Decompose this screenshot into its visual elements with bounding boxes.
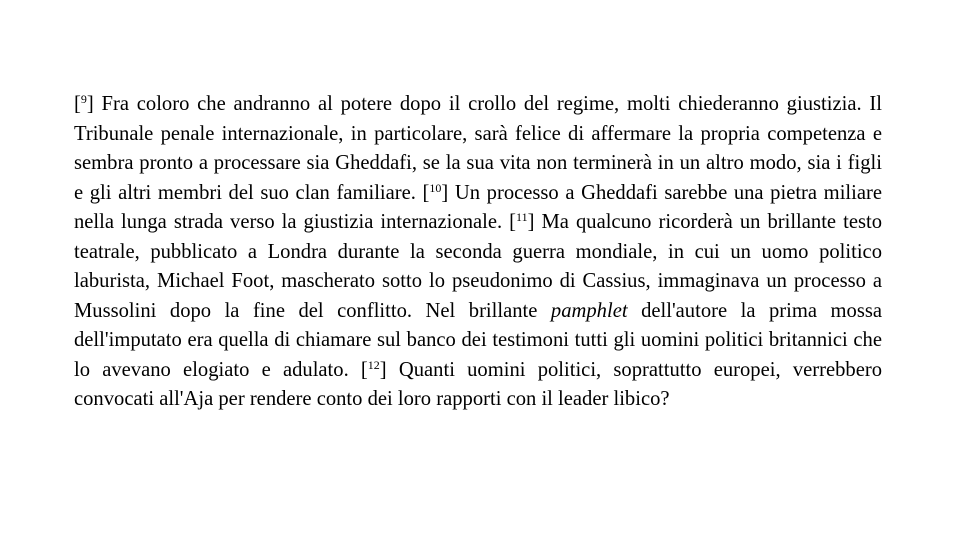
body-paragraph: [74, 90, 882, 415]
footnote-ref-10: 10: [429, 180, 442, 195]
paragraph-text-1: ] Fra coloro che andranno al potere dopo il crollo del regime, molti chiederanno giustizia. Il Tribunale penale internazionale, in particolare, sarà felice di affermare la propria competenza e sembra pronto a processare sia Gheddafi, se la sua vita non terminerà in un altro modo, sia i figli e gli altri membri del suo clan familiare. [: [74, 93, 882, 204]
paragraph-text-5: ] Quanti uomini politici, soprattutto europei, verrebbero convocati all'Aja per rendere conto dei loro rapporti con il leader libico?: [74, 358, 882, 410]
footnote-ref-12: 12: [367, 357, 380, 372]
bracket-open: [: [74, 93, 81, 115]
italic-word: pamphlet: [550, 299, 628, 322]
paragraph-text-2: ] Un processo a Gheddafi sarebbe una pietra miliare nella lunga strada verso la giustizia internazionale. [: [74, 181, 882, 233]
paragraph-text-4: dell'autore la prima mossa dell'imputato era quella di chiamare sul banco dei testimoni tutti gli uomini politici britannici che lo avevano elogiato e adulato. [: [74, 299, 882, 381]
footnote-ref-9: 9: [80, 92, 87, 106]
footnote-ref-11: 11: [516, 210, 528, 224]
paragraph-text-3: ] Ma qualcuno ricorderà un brillante testo teatrale, pubblicato a Londra durante la seconda guerra mondiale, in cui un uomo politico laburista, Michael Foot, mascherato sotto lo pseudonimo di Cassius, immaginava un processo a Mussolini dopo la fine del conflitto. Nel brillante: [74, 211, 883, 322]
